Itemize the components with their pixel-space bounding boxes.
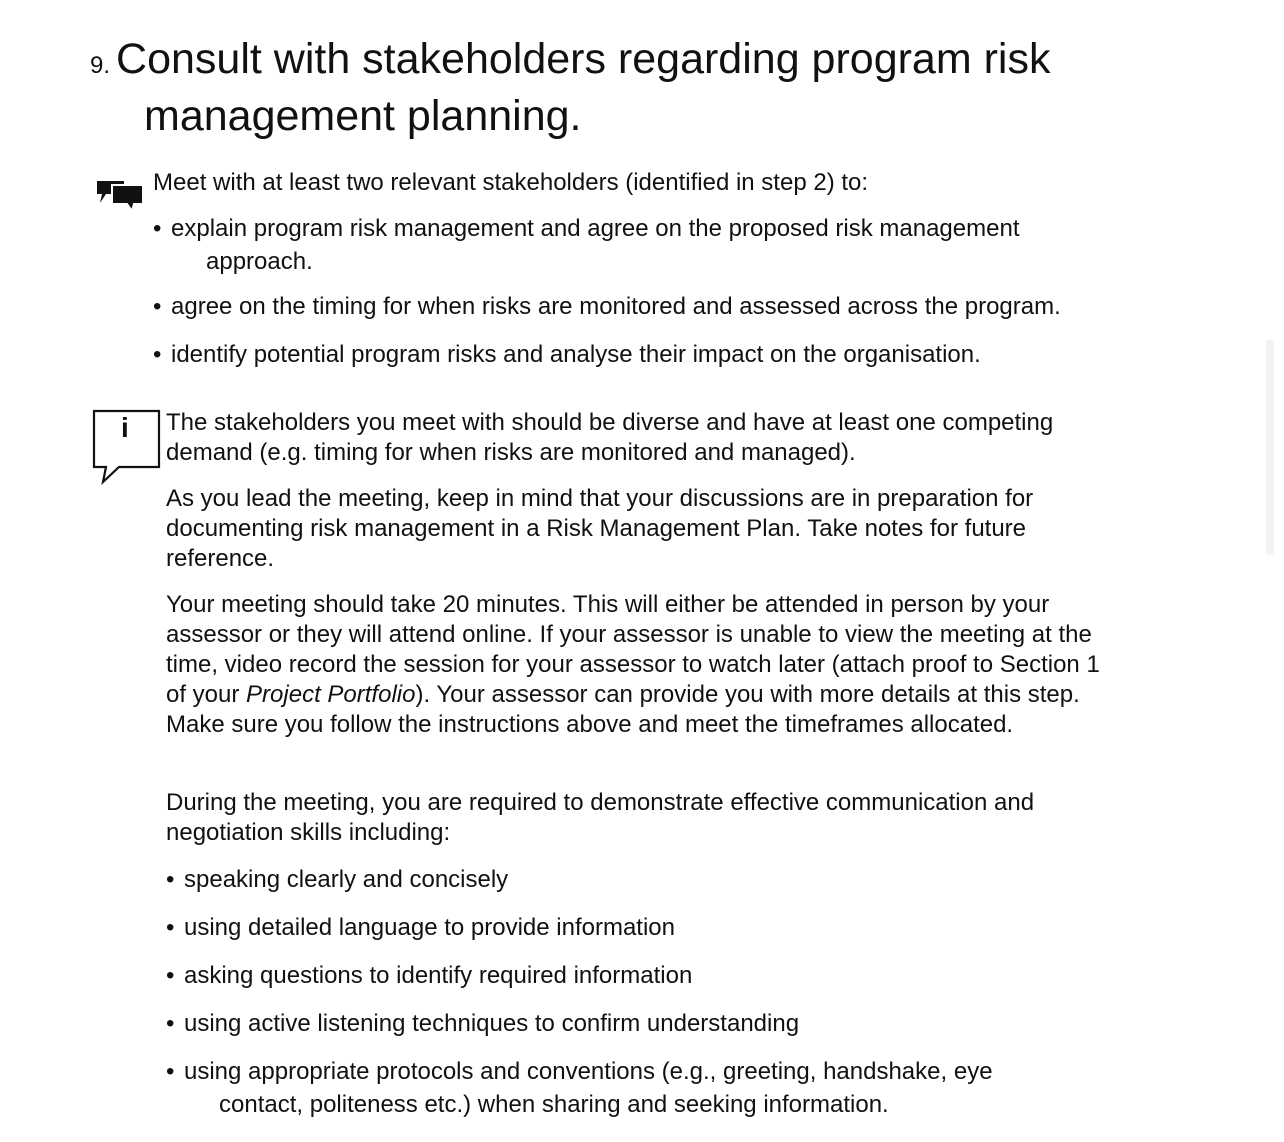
info-glyph: i: [121, 412, 129, 443]
bullet-dot: •: [153, 215, 162, 242]
list-item-text: explain program risk management and agree on the proposed risk management: [171, 215, 1020, 242]
bullet-dot: •: [166, 914, 175, 941]
bullet-dot: •: [166, 866, 175, 893]
list-item-text: agree on the timing for when risks are monitored and assessed across the program.: [171, 293, 1061, 320]
scrollbar-track[interactable]: [1266, 340, 1274, 555]
step-title-line-2: management planning.: [144, 92, 582, 140]
info-bubble-icon: [91, 409, 163, 487]
list-item-text: asking questions to identify required information: [184, 962, 693, 989]
bullet-dot: •: [166, 1058, 175, 1085]
bullet-dot: •: [166, 1010, 175, 1037]
info-paragraph-meeting-duration: [166, 590, 1126, 740]
list-item-text: using detailed language to provide information: [184, 914, 676, 941]
list-item: [153, 338, 981, 371]
list-item-continuation: approach.: [206, 248, 313, 275]
step-heading: [90, 34, 1190, 141]
duration-text-end: ). Your assessor can provide you with more details at this step. Make sure you follow the instructions above and meet the timeframes allocated.: [166, 681, 1080, 738]
duration-text-start: Your meeting should take 20 minutes. This will either be attended in person by your assessor or they will attend online. If your assessor is unable to view the meeting at the time, video record the session for your assessor to watch later (attach proof to Section 1 of your: [166, 591, 1100, 708]
list-item: [153, 290, 1061, 323]
list-item: [166, 959, 692, 992]
list-item-text: speaking clearly and concisely: [184, 866, 509, 893]
bullet-dot: •: [153, 341, 162, 368]
list-item: [166, 1007, 799, 1040]
info-paragraph-lead-meeting: As you lead the meeting, keep in mind that your discussions are in preparation for documenting risk management in a Risk Management Plan. Take notes for future reference.: [166, 485, 1034, 572]
step-number: 9.: [90, 52, 111, 79]
speech-bubbles-icon: [94, 176, 146, 214]
list-item: [166, 1055, 993, 1121]
list-item-continuation: contact, politeness etc.) when sharing and seeking information.: [219, 1091, 889, 1118]
project-portfolio-title: Project Portfolio: [246, 681, 416, 708]
info-paragraph-diverse-stakeholders: The stakeholders you meet with should be diverse and have at least one competing demand (e.g. timing for when risks are monitored and managed).: [166, 409, 1054, 466]
list-item-text: using active listening techniques to confirm understanding: [184, 1010, 800, 1037]
list-item-text: identify potential program risks and analyse their impact on the organisation.: [171, 341, 981, 368]
list-item: [166, 863, 508, 896]
list-item: [166, 911, 675, 944]
list-item-text: using appropriate protocols and conventions (e.g., greeting, handshake, eye: [184, 1058, 993, 1085]
bullet-dot: •: [153, 293, 162, 320]
bullet-dot: •: [166, 962, 175, 989]
list-item: [153, 212, 1019, 278]
meeting-intro: Meet with at least two relevant stakeholders (identified in step 2) to:: [153, 169, 869, 196]
step-title-line-1: Consult with stakeholders regarding program risk: [116, 35, 1051, 83]
info-paragraph-communication-skills: During the meeting, you are required to demonstrate effective communication and negotiation skills including:: [166, 789, 1035, 846]
